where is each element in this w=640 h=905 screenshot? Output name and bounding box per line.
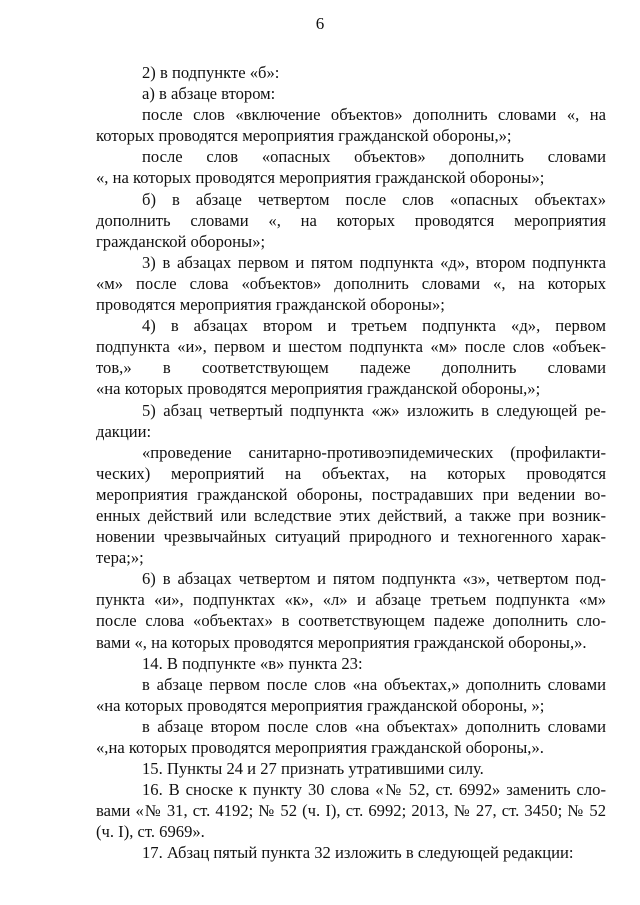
text-line: 4) в абзацах втором и третьем подпункта «д», первом <box>142 316 606 336</box>
text-line: мероприятия гражданской обороны, пострадавших при ведении во- <box>96 484 606 504</box>
page-number: 6 <box>315 14 325 33</box>
text-line: которых проводятся мероприятия гражданской обороны,»; <box>96 126 512 146</box>
text-line: в абзаце втором после слов «на объектах» дополнить словами <box>142 716 606 736</box>
text-line: вами «, на которых проводятся мероприятия гражданской обороны,». <box>96 632 587 652</box>
text-line: 5) абзац четвертый подпункта «ж» изложить в следующей ре- <box>142 400 606 420</box>
text-line: б) в абзаце четвертом после слов «опасных объектах» <box>142 189 606 209</box>
text-line: подпункта «и», первом и шестом подпункта «м» после слов «объек- <box>96 337 606 357</box>
text-line: «на которых проводятся мероприятия гражданской обороны, »; <box>96 695 545 715</box>
text-line: 17. Абзац пятый пункта 32 изложить в следующей редакции: <box>142 843 574 863</box>
text-line: после слова «объектах» в соответствующем падеже дополнить сло- <box>96 611 606 631</box>
text-line: вами «№ 31, ст. 4192; № 52 (ч. I), ст. 6992; 2013, № 27, ст. 3450; № 52 <box>96 801 606 821</box>
text-line: после слов «включение объектов» дополнить словами «, на <box>142 105 606 125</box>
text-line: «м» после слова «объектов» дополнить словами «, на которых <box>96 273 606 293</box>
text-line: 3) в абзацах первом и пятом подпункта «д», втором подпункта <box>142 252 606 272</box>
text-line: ческих) мероприятий на объектах, на которых проводятся <box>96 463 606 483</box>
text-line: «, на которых проводятся мероприятия гражданской обороны»; <box>96 168 545 188</box>
text-line: пункта «и», подпунктах «к», «л» и абзаце третьем подпункта «м» <box>96 590 606 610</box>
text-line: гражданской обороны»; <box>96 231 266 251</box>
text-line: проводятся мероприятия гражданской обороны»; <box>96 295 445 315</box>
text-line: 14. В подпункте «в» пункта 23: <box>142 653 363 673</box>
text-line: дополнить словами «, на которых проводятся мероприятия <box>96 210 606 230</box>
text-line: енных действий или вследствие этих действий, а также при возник- <box>96 505 606 525</box>
text-line: тера;»; <box>96 548 144 568</box>
text-line: (ч. I), ст. 6969». <box>96 822 205 842</box>
text-line: дакции: <box>96 421 152 441</box>
text-line: «проведение санитарно-противоэпидемических (профилакти- <box>142 442 606 462</box>
text-line: после слов «опасных объектов» дополнить словами <box>142 147 606 167</box>
text-line: в абзаце первом после слов «на объектах,» дополнить словами <box>142 674 606 694</box>
text-line: 2) в подпункте «б»: <box>142 63 280 82</box>
document-body <box>96 62 606 864</box>
text-line: 15. Пункты 24 и 27 признать утратившими силу. <box>142 759 484 779</box>
text-line: а) в абзаце втором: <box>142 84 276 104</box>
text-line: «на которых проводятся мероприятия гражданской обороны,»; <box>96 379 541 399</box>
text-line: 6) в абзацах четвертом и пятом подпункта «з», четвертом под- <box>142 569 606 589</box>
text-line: «,на которых проводятся мероприятия гражданской обороны,». <box>96 738 544 757</box>
text-line: тов,» в соответствующем падеже дополнить словами <box>96 358 606 378</box>
text-line: новении чрезвычайных ситуаций природного и техногенного харак- <box>96 527 606 547</box>
text-line: 16. В сноске к пункту 30 слова «№ 52, ст. 6992» заменить сло- <box>142 780 606 800</box>
